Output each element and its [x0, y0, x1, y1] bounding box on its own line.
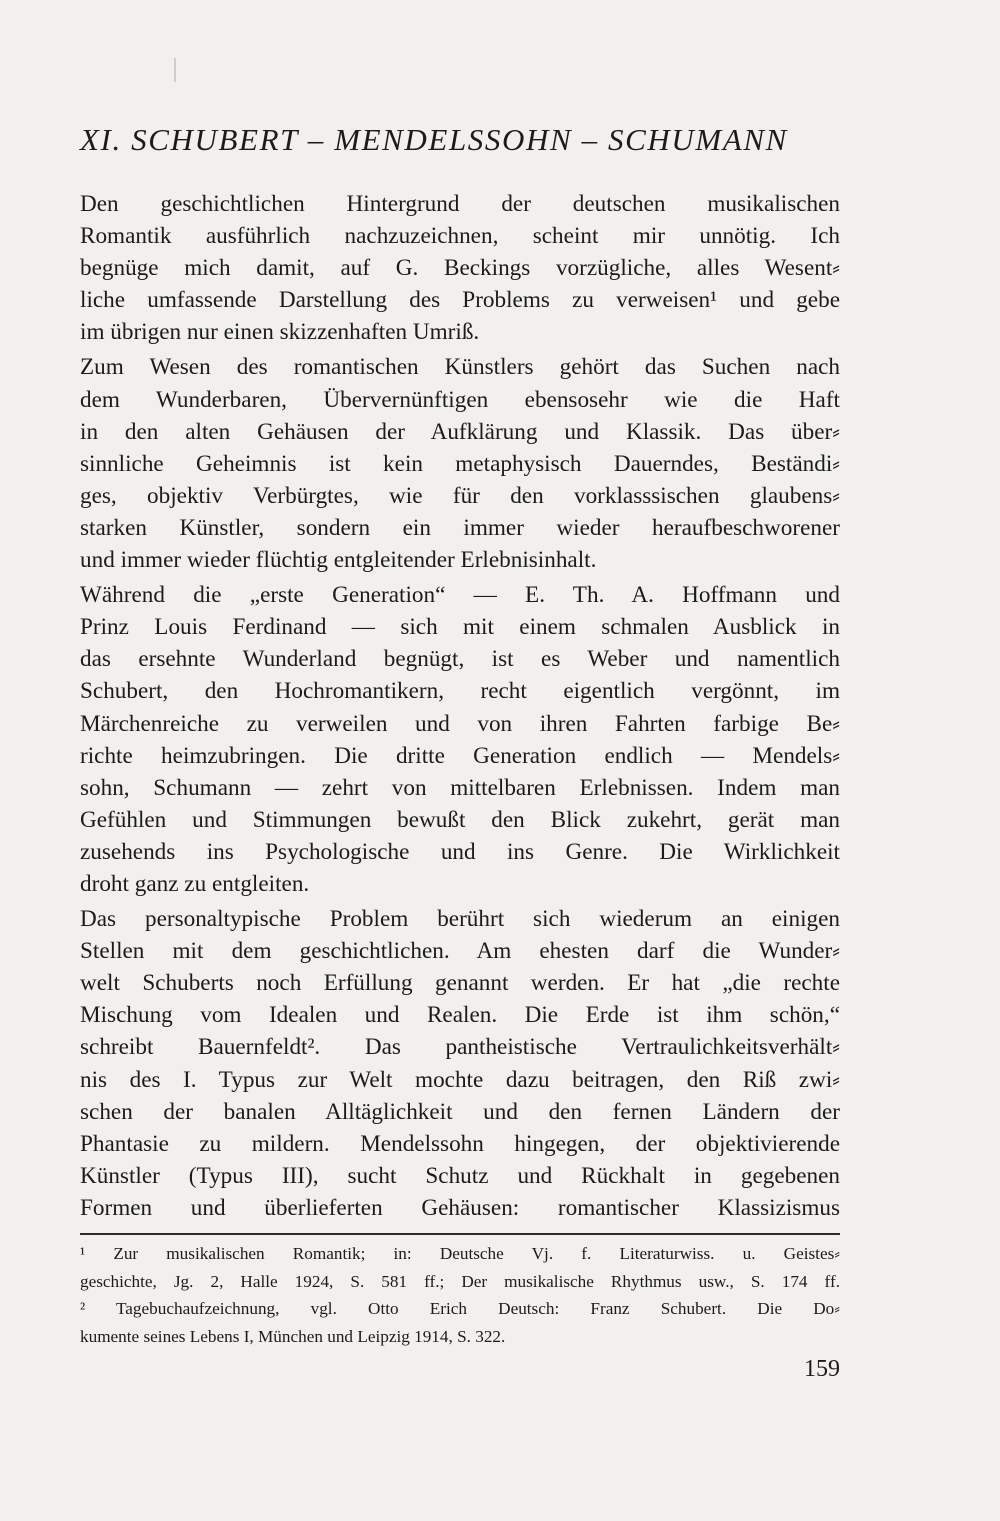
chapter-title: XI. SCHUBERT – MENDELSSOHN – SCHUMANN — [80, 122, 788, 157]
text-line: Stellen mit dem geschichtlichen. Am ehesten darf die Wunder⸗ — [80, 938, 840, 965]
text-line: und immer wieder flüchtig entgleitender Erlebnisinhalt. — [80, 547, 597, 574]
text-line: Formen und überlieferten Gehäusen: romantischer Klassizismus — [80, 1194, 840, 1221]
text-line: sinnliche Geheimnis ist kein metaphysisch Dauerndes, Beständi⸗ — [80, 450, 840, 477]
text-line: ges, objektiv Verbürgtes, wie für den vorklasssischen glaubens⸗ — [80, 482, 840, 509]
text-line: das ersehnte Wunderland begnügt, ist es Weber und namentlich — [80, 646, 840, 673]
text-line: zusehends ins Psychologische und ins Genre. Die Wirklichkeit — [80, 838, 840, 865]
text-line: Phantasie zu mildern. Mendelssohn hingegen, der objektivierende — [80, 1130, 840, 1157]
text-line: Prinz Louis Ferdinand — sich mit einem schmalen Ausblick in — [80, 614, 840, 641]
text-line: sohn, Schumann — zehrt von mittelbaren Erlebnissen. Indem man — [80, 774, 840, 801]
text-line: schreibt Bauernfeldt². Das pantheistische Vertraulichkeitsverhält⸗ — [80, 1034, 840, 1061]
paragraph-1 — [80, 188, 840, 348]
text-line: Schubert, den Hochromantikern, recht eigentlich vergönnt, im — [80, 678, 840, 705]
paragraph-4 — [80, 903, 840, 1224]
body-text — [80, 188, 840, 1224]
text-line: Romantik ausführlich nachzuzeichnen, scheint mir unnötig. Ich — [80, 223, 840, 250]
footnote-line: ¹ Zur musikalischen Romantik; in: Deutsche Vj. f. Literaturwiss. u. Geistes⸗ — [80, 1244, 840, 1263]
text-line: im übrigen nur einen skizzenhaften Umriß. — [80, 319, 480, 346]
text-line: nis des I. Typus zur Welt mochte dazu beitragen, den Riß zwi⸗ — [80, 1066, 840, 1093]
margin-mark — [174, 58, 176, 82]
text-line: Gefühlen und Stimmungen bewußt den Blick zukehrt, gerät man — [80, 806, 840, 833]
text-line: Den geschichtlichen Hintergrund der deutschen musikalischen — [80, 191, 840, 217]
text-line: Mischung vom Idealen und Realen. Die Erde ist ihm schön,“ — [80, 1002, 840, 1029]
text-line: in den alten Gehäusen der Aufklärung und Klassik. Das über⸗ — [80, 418, 840, 445]
text-line: begnüge mich damit, auf G. Beckings vorzügliche, alles Wesent⸗ — [80, 255, 840, 282]
text-line: Das personaltypische Problem berührt sich wiederum an einigen — [80, 906, 840, 933]
text-line: Während die „erste Generation“ — E. Th. A. Hoffmann und — [80, 582, 840, 609]
text-line: Zum Wesen des romantischen Künstlers gehört das Suchen nach — [80, 354, 840, 381]
page-number: 159 — [804, 1356, 840, 1382]
footnote-line: ² Tagebuchaufzeichnung, vgl. Otto Erich Deutsch: Franz Schubert. Die Do⸗ — [80, 1299, 840, 1318]
text-line: schen der banalen Alltäglichkeit und den fernen Ländern der — [80, 1098, 840, 1125]
text-line: richte heimzubringen. Die dritte Generation endlich — Mendels⸗ — [80, 742, 840, 769]
footnote-line: geschichte, Jg. 2, Halle 1924, S. 581 ff.; Der musikalische Rhythmus usw., S. 174 ff. — [80, 1271, 840, 1291]
text-line: Künstler (Typus III), sucht Schutz und Rückhalt in gegebenen — [80, 1162, 840, 1189]
paragraph-2 — [80, 351, 840, 576]
footnotes — [80, 1240, 840, 1350]
text-line: droht ganz zu entgleiten. — [80, 870, 310, 897]
footnote-divider — [80, 1233, 840, 1235]
text-line: starken Künstler, sondern ein immer wieder heraufbeschworener — [80, 514, 840, 541]
text-line: welt Schuberts noch Erfüllung genannt werden. Er hat „die rechte — [80, 970, 840, 997]
text-line: Märchenreiche zu verweilen und von ihren Fahrten farbige Be⸗ — [80, 710, 840, 737]
text-line: liche umfassende Darstellung des Problems zu verweisen¹ und gebe — [80, 287, 840, 314]
footnote-line: kumente seines Lebens I, München und Leipzig 1914, S. 322. — [80, 1326, 506, 1346]
text-line: dem Wunderbaren, Übervernünftigen ebensosehr wie die Haft — [80, 386, 840, 413]
paragraph-3 — [80, 579, 840, 900]
